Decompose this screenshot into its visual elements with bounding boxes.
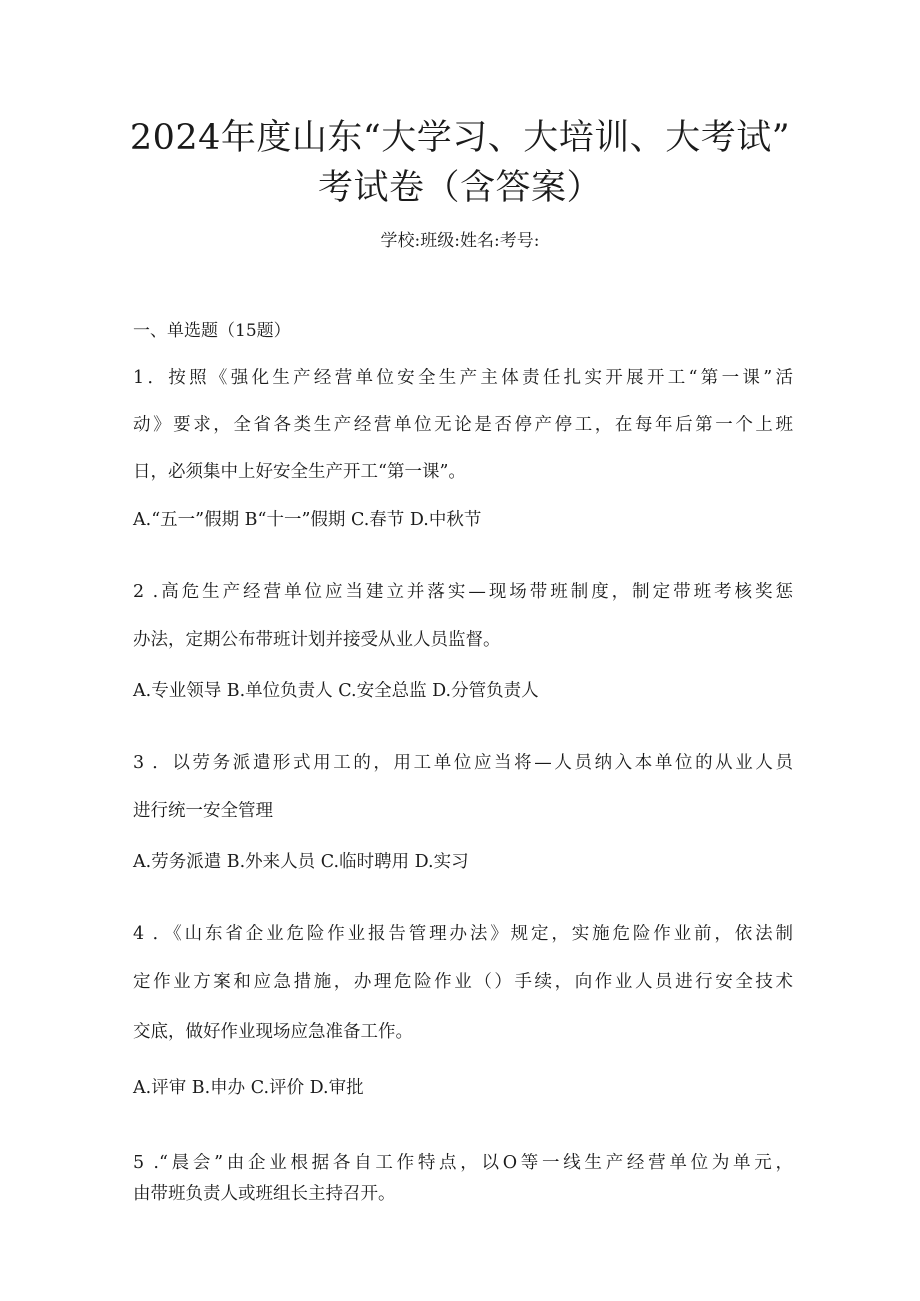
- question-3-options: A.劳务派遣 B.外来人员 C.临时聘用 D.实习: [133, 852, 469, 872]
- question-4-line-2: 定作业方案和应急措施，办理危险作业（）手续，向作业人员进行安全技术: [133, 972, 793, 992]
- section-heading: 一、单选题（15题）: [133, 321, 291, 341]
- question-1-line-1: 1．按照《强化生产经营单位安全生产主体责任扎实开展开工“第一课”活: [133, 368, 793, 388]
- question-4-line-1: 4 ．《山东省企业危险作业报告管理办法》规定，实施危险作业前，依法制: [133, 924, 793, 944]
- question-5-line-1: 5 .“晨会”由企业根据各自工作特点，以O等一线生产经营单位为单元，: [133, 1153, 793, 1173]
- question-4-options: A.评审 B.申办 C.评价 D.审批: [133, 1078, 364, 1098]
- question-2-options: A.专业领导 B.单位负责人 C.安全总监 D.分管负责人: [133, 681, 539, 701]
- question-5-line-2: 由带班负责人或班组长主持召开。: [133, 1184, 396, 1204]
- question-1-options: A.“五一”假期 B“十一”假期 C.春节 D.中秋节: [133, 510, 482, 530]
- question-2-line-2: 办法，定期公布带班计划并接受从业人员监督。: [133, 630, 501, 650]
- question-4-line-3: 交底，做好作业现场应急准备工作。: [133, 1022, 413, 1042]
- question-2-line-1: 2 .高危生产经营单位应当建立并落实—现场带班制度，制定带班考核奖惩: [133, 582, 793, 602]
- question-3-line-1: 3 ．以劳务派遣形式用工的，用工单位应当将—人员纳入本单位的从业人员: [133, 753, 793, 773]
- document-title-line-1: 2024年度山东“大学习、大培训、大考试”: [129, 118, 791, 158]
- question-1-line-2: 动》要求，全省各类生产经营单位无论是否停产停工，在每年后第一个上班: [133, 415, 793, 435]
- question-3-line-2: 进行统一安全管理: [133, 801, 273, 821]
- student-info-line: 学校:班级:姓名:考号:: [380, 231, 540, 251]
- question-1-line-3: 日，必须集中上好安全生产开工“第一课”。: [133, 462, 466, 482]
- document-title-line-2: 考试卷（含答案）: [317, 168, 602, 208]
